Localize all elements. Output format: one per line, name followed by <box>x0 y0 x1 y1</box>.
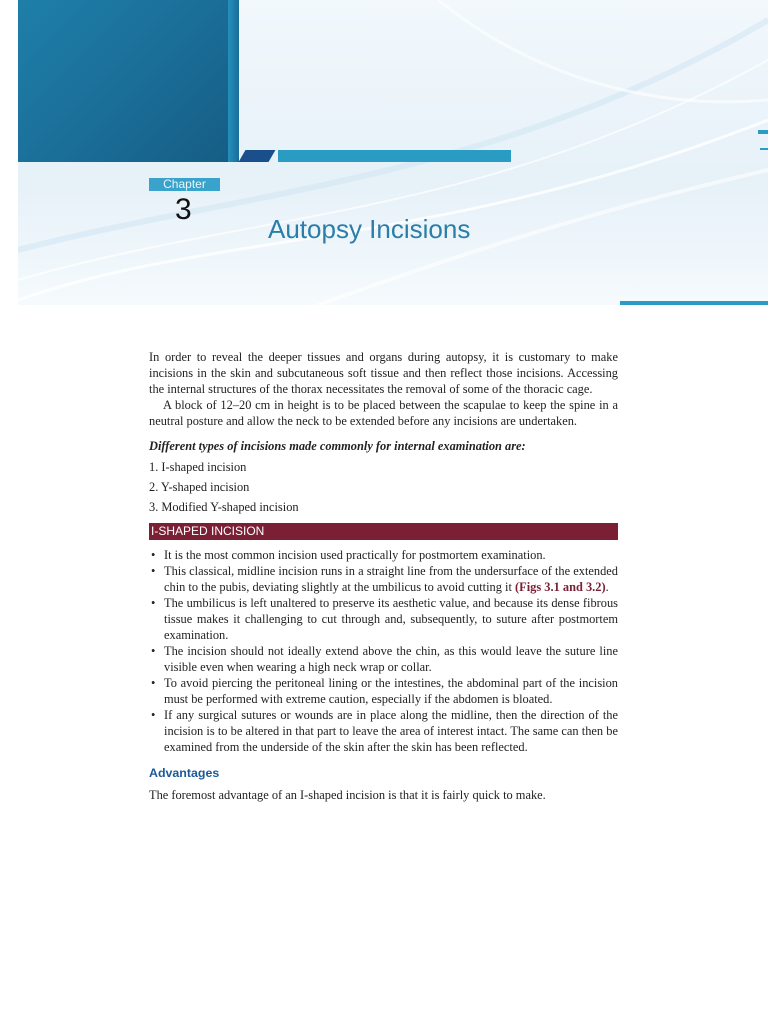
page-title: Autopsy Incisions <box>268 214 471 244</box>
bullet-text: This classical, midline incision runs in a straight line from the undersurface of the extended chin to the pubis, deviating slightly at the umbilicus to avoid cutting it <box>164 564 618 594</box>
bullet-text: To avoid piercing the peritoneal lining or the intestines, the abdominal part of the incision must be performed with extreme caution, especially if the abdomen is bloated. <box>164 676 618 706</box>
header-color-block <box>18 0 239 162</box>
bullet-text: The incision should not ideally extend above the chin, as this would leave the suture line visible even when wearing a high neck wrap or collar. <box>164 644 618 674</box>
list-item <box>149 563 618 595</box>
list-item <box>149 707 618 755</box>
header-bottom-line <box>620 301 768 305</box>
chapter-number: 3 <box>175 193 192 226</box>
list-item <box>149 547 618 563</box>
list-item: 3. Modified Y-shaped incision <box>149 500 299 514</box>
list-item: 2. Y-shaped incision <box>149 480 250 494</box>
section-heading: I-SHAPED INCISION <box>149 523 618 540</box>
bullet-text: The umbilicus is left unaltered to preserve its aesthetic value, and because its dense fibrous tissue makes it challenging to cut through and, subsequently, to suture after postmortem examination. <box>164 596 618 642</box>
advantages-text: The foremost advantage of an I-shaped incision is that it is fairly quick to make. <box>149 788 546 802</box>
incision-types-list <box>149 459 618 515</box>
list-item: 1. I-shaped incision <box>149 460 247 474</box>
bullet-text: If any surgical sutures or wounds are in place along the midline, then the direction of the incision is to be altered in that part to leave the area of interest intact. The same can then be examined from the underside of the skin after the skin has been reflected. <box>164 708 618 754</box>
advantages-heading: Advantages <box>149 766 220 780</box>
header-color-block-edge <box>228 0 239 162</box>
incision-types-lead-in: Different types of incisions made commonly for internal examination are: <box>149 439 526 453</box>
list-item <box>149 675 618 707</box>
chapter-label: Chapter <box>149 178 220 191</box>
header-right-tick <box>758 130 768 134</box>
header-right-tick-2 <box>760 148 768 150</box>
header-accent-stripe-light <box>278 150 511 162</box>
i-shaped-bullets <box>149 547 618 755</box>
bullet-suffix: . <box>605 580 609 594</box>
intro-paragraph-2: A block of 12–20 cm in height is to be placed between the scapulae to keep the spine in a neutral posture and allow the neck to be extended before any incisions are undertaken. <box>149 398 618 428</box>
figure-reference-link[interactable]: (Figs 3.1 and 3.2) <box>515 580 606 594</box>
bullet-text: It is the most common incision used practically for postmortem examination. <box>164 548 546 562</box>
intro-paragraph-1: In order to reveal the deeper tissues and organs during autopsy, it is customary to make incisions in the skin and subcutaneous soft tissue and then reflect those incisions. Accessing the internal structures of the thorax necessitates the removal of some of the thoracic cage. <box>149 350 618 396</box>
list-item <box>149 643 618 675</box>
chapter-body <box>149 349 618 803</box>
list-item <box>149 595 618 643</box>
